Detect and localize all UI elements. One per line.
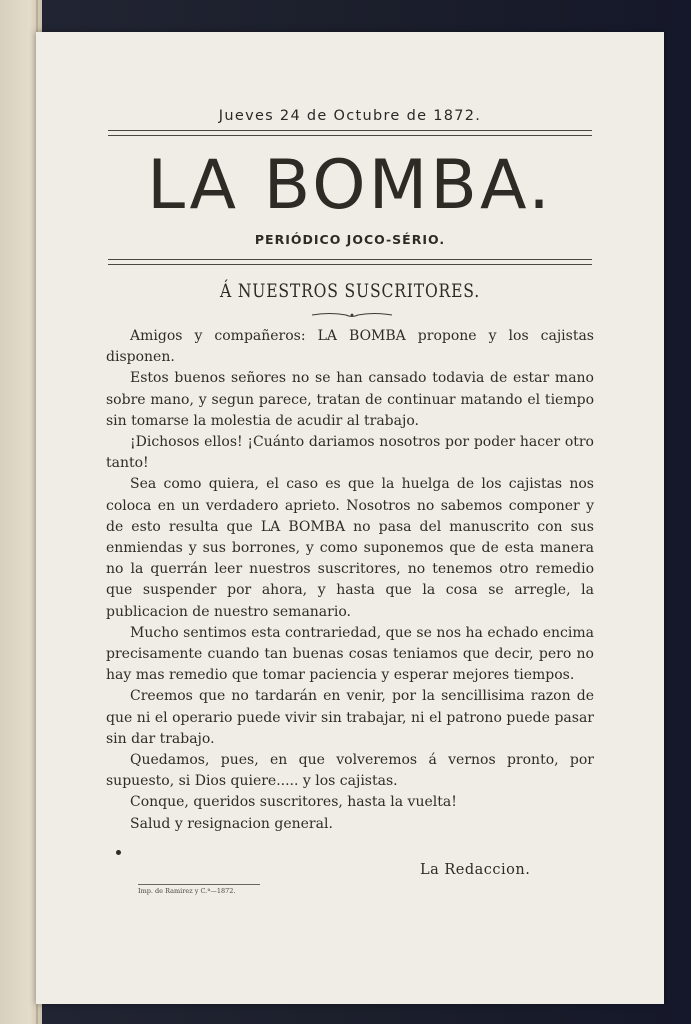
double-rule-bottom (108, 259, 592, 265)
paragraph: Creemos que no tardarán en venir, por la sencillisima razon de que ni el operario puede vivir sin trabajar, ni el patrono puede pasar sin dar trabajo. (106, 688, 594, 747)
double-rule-top (108, 130, 592, 136)
paragraph: Salud y resignacion general. (130, 815, 333, 832)
date-line: Jueves 24 de Octubre de 1872. (218, 108, 482, 124)
newspaper-page (36, 32, 664, 1004)
article-heading: Á NUESTROS SUSCRITORES. (219, 280, 481, 302)
paragraph: Sea como quiera, el caso es que la huelga de los cajistas nos coloca en un verdadero aprieto. Nosotros no sabemos componer y de esto resulta que LA BOMBA no pasa del manuscrito con sus enmiendas y sus borrones, y como suponemos que de esta manera no la querrán leer nuestros suscritores, no tenemos otro remedio que suspender por ahora, y hasta que la cosa se arregle, la publicacion de nuestro semanario. (106, 476, 594, 620)
paragraph: Conque, queridos suscritores, hasta la vuelta! (130, 794, 457, 811)
flourish-ornament-icon (310, 311, 394, 319)
signature: La Redaccion. (420, 862, 531, 878)
masthead-subtitle: PERIÓDICO JOCO-SÉRIO. (254, 232, 446, 247)
paragraph: Estos buenos señores no se han cansado todavia de estar mano sobre mano, y segun parece, tratan de continuar matando el tiempo sin tomarse la molestia de acudir al trabajo. (106, 370, 594, 429)
ink-dot (116, 850, 121, 855)
paragraph: Mucho sentimos esta contrariedad, que se nos ha echado encima precisamente cuando tan buenas cosas teniamos que decir, pero no hay mas remedio que tomar paciencia y esperar mejores tiempos. (106, 624, 594, 684)
article-body (106, 326, 594, 835)
paragraph: Amigos y compañeros: LA BOMBA propone y los cajistas disponen. (106, 328, 594, 366)
paragraph: ¡Dichosos ellos! ¡Cuánto dariamos nosotros por poder hacer otro tanto! (106, 434, 594, 472)
masthead-title: LA BOMBA. (147, 146, 553, 225)
paragraph: Quedamos, pues, en que volveremos á vernos pronto, por supuesto, si Dios quiere..... y los cajistas. (106, 752, 594, 790)
printer-imprint: Imp. de Ramirez y C.ª—1872. (138, 884, 260, 895)
